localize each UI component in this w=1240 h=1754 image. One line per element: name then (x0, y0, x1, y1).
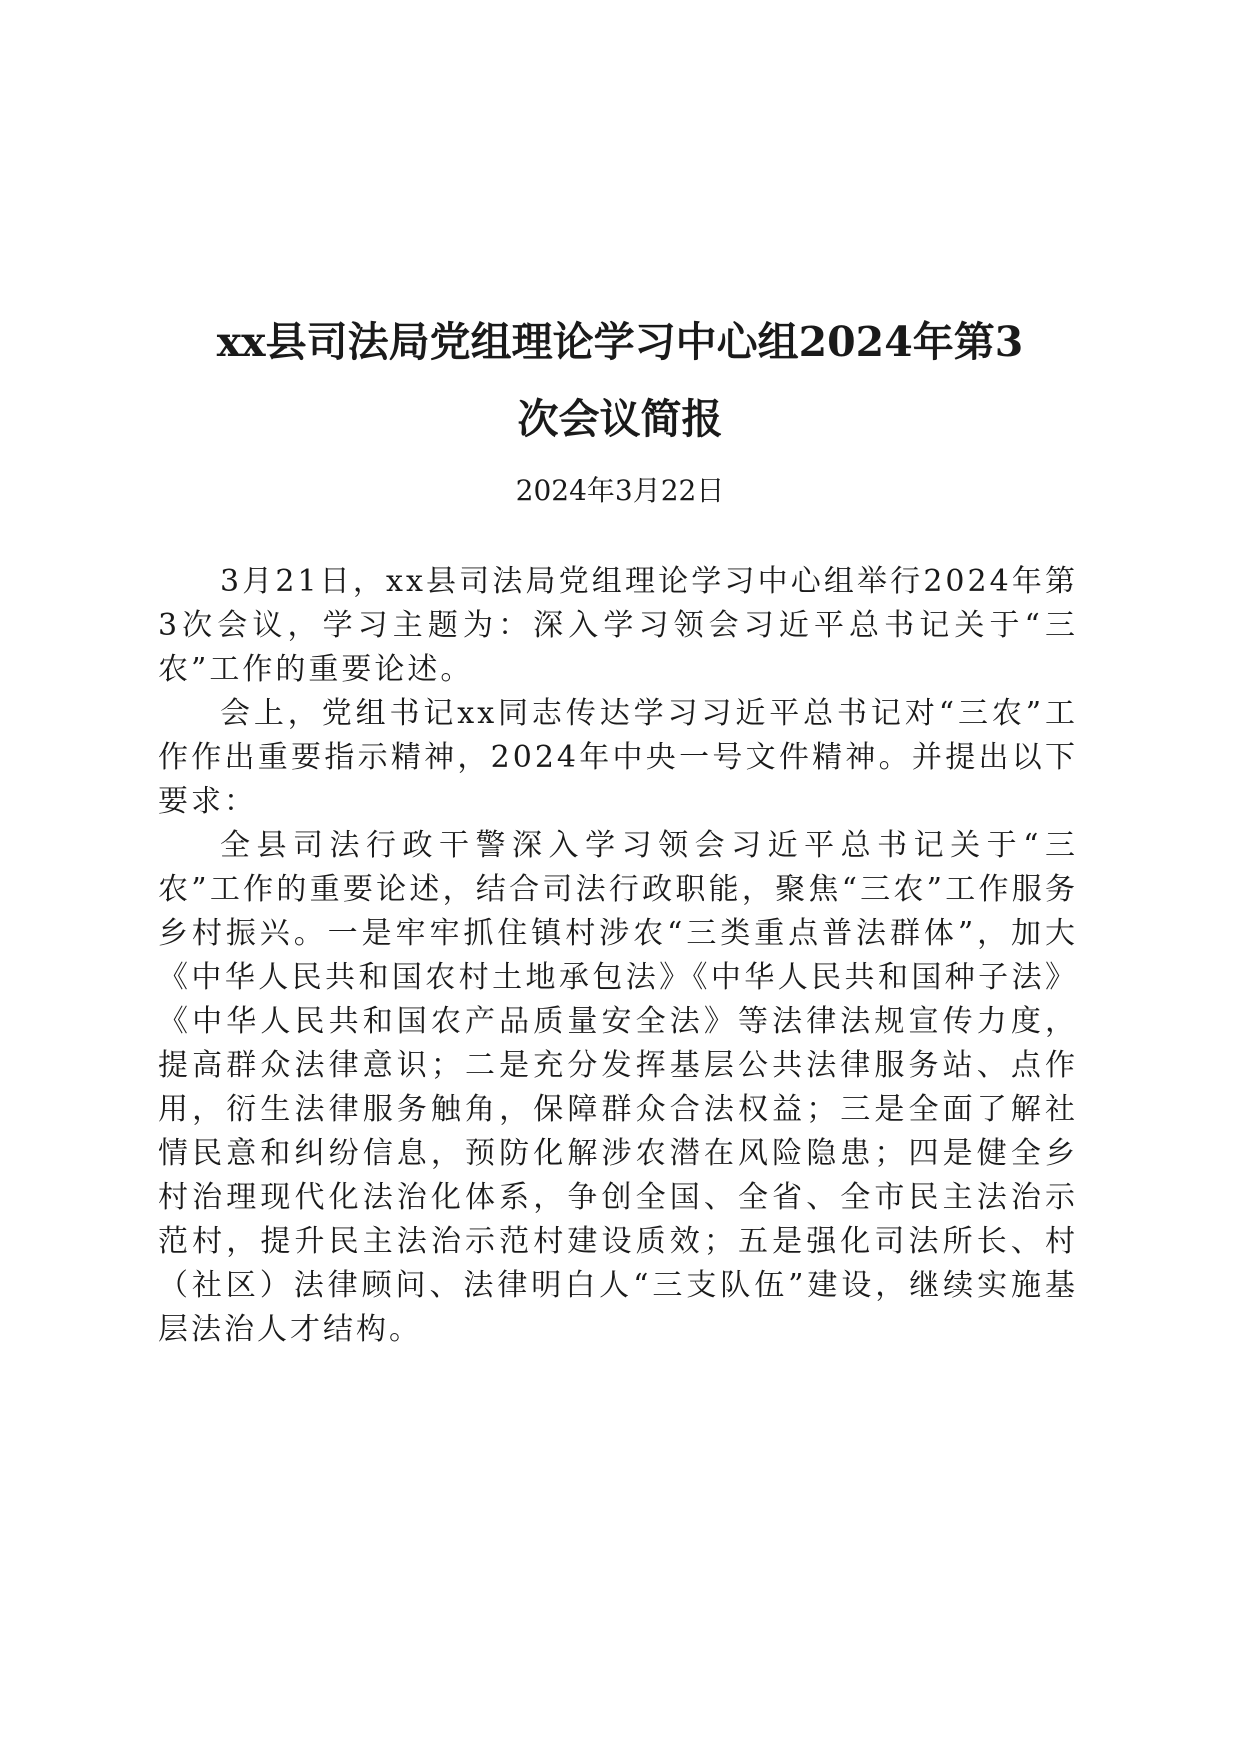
document-title-line-1: xx县司法局党组理论学习中心组2024年第3 (216, 318, 1024, 366)
paragraph-secretary-remarks: 会上，党组书记xx同志传达学习习近平总书记对“三农”工作作出重要指示精神，2024年中央一号文件精神。并提出以下要求： (158, 696, 1078, 819)
document-date: 2024年3月22日 (515, 474, 725, 507)
document-title-line-2: 次会议简报 (517, 395, 723, 443)
paragraph-requirements: 全县司法行政干警深入学习领会习近平总书记关于“三农”工作的重要论述，结合司法行政职能，聚焦“三农”工作服务乡村振兴。一是牢牢抓住镇村涉农“三类重点普法群体”，加大《中华人民共和国农村土地承包法》《中华人民共和国种子法》《中华人民共和国农产品质量安全法》等法律法规宣传力度，提高群众法律意识；二是充分发挥基层公共法律服务站、点作用，衍生法律服务触角，保障群众合法权益；三是全面了解社情民意和纠纷信息，预防化解涉农潜在风险隐患；四是健全乡村治理现代化法治化体系，争创全国、全省、全市民主法治示范村，提升民主法治示范村建设质效；五是强化司法所长、村（社区）法律顾问、法律明白人“三支队伍”建设，继续实施基层法治人才结构。 (158, 828, 1078, 1347)
paragraph-meeting-intro: 3月21日，xx县司法局党组理论学习中心组举行2024年第3次会议，学习主题为：深入学习领会习近平总书记关于“三农”工作的重要论述。 (158, 564, 1078, 687)
